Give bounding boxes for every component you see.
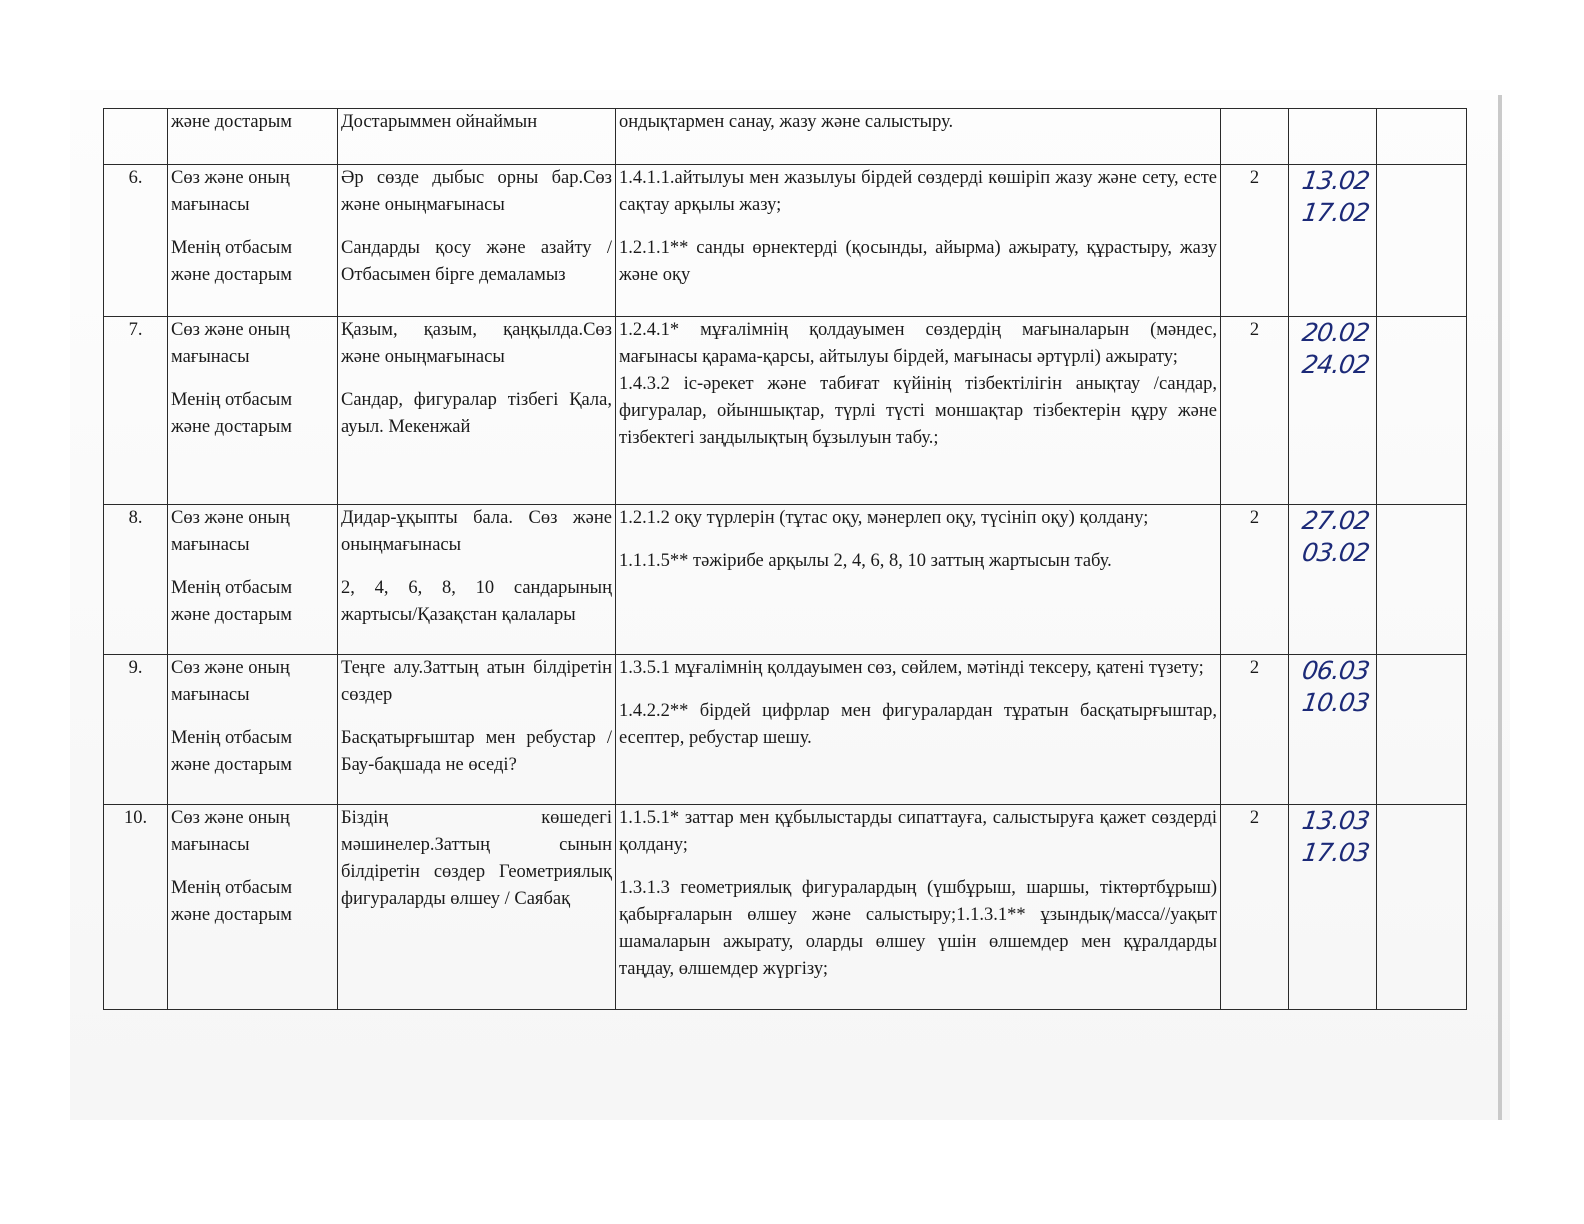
- learning-goal: 1.1.5.1* заттар мен құбылыстарды сипаттауға, салыстыруға қажет сөздерді қолдану;: [619, 808, 1217, 855]
- section-cell: [168, 805, 338, 1010]
- lesson-topic-secondary: Сандар, фигуралар тізбегі Қала, ауыл. Мекенжай: [341, 390, 612, 437]
- handwritten-date: 17.02: [1300, 198, 1371, 227]
- dates-cell: [1289, 655, 1377, 805]
- handwritten-date: 10.03: [1300, 688, 1371, 717]
- hours-count: 2: [1221, 505, 1289, 655]
- page-edge: [1498, 95, 1502, 1120]
- lesson-topic-secondary: 2, 4, 6, 8, 10 сандарының жартысы/Қазақстан қалалары: [341, 578, 612, 625]
- learning-goals-cell: [616, 317, 1221, 505]
- topic-cell: [338, 317, 616, 505]
- hours-count: 2: [1221, 165, 1289, 317]
- learning-goals-cell: [616, 655, 1221, 805]
- topic-cell: [338, 505, 616, 655]
- spacer: [341, 371, 612, 387]
- table-row: [104, 805, 1467, 1010]
- section-cell: [168, 165, 338, 317]
- learning-goal: 1.4.1.1.айтылуы мен жазылуы бірдей сөздерді көшіріп жазу және сету, есте сақтау арқылы жазу;: [619, 168, 1217, 215]
- dates-cell: [1289, 505, 1377, 655]
- section-cell: [168, 505, 338, 655]
- spacer: [341, 219, 612, 235]
- lesson-topic: Дидар-ұқыпты бала. Сөз және оныңмағынасы: [341, 508, 612, 555]
- table-row: [104, 505, 1467, 655]
- lesson-number: [104, 109, 168, 165]
- topic-cell: [338, 655, 616, 805]
- learning-goals-cell: [616, 805, 1221, 1010]
- learning-goals-cell: [616, 109, 1221, 165]
- section-cell: [168, 655, 338, 805]
- notes-cell: [1377, 165, 1467, 317]
- section-subtheme: Менің отбасым және достарым: [171, 728, 293, 775]
- section-subtheme: Менің отбасым және достарым: [171, 238, 293, 285]
- learning-goal: ондықтармен санау, жазу және салыстыру.: [619, 112, 954, 132]
- spacer: [171, 371, 334, 387]
- handwritten-date: 27.02: [1300, 506, 1371, 535]
- spacer: [171, 859, 334, 875]
- learning-goal-secondary: 1.1.1.5** тәжірибе арқылы 2, 4, 6, 8, 10 заттың жартысын табу.: [619, 551, 1112, 571]
- learning-goals-cell: [616, 505, 1221, 655]
- section-name: Сөз және оның мағынасы: [171, 320, 290, 367]
- hours-count: 2: [1221, 655, 1289, 805]
- spacer: [619, 219, 1217, 235]
- lesson-topic: Достарыммен ойнаймын: [341, 112, 538, 132]
- section-name: және достарым: [171, 112, 292, 132]
- section-subtheme: Менің отбасым және достарым: [171, 390, 293, 437]
- lesson-number: 8.: [104, 505, 168, 655]
- spacer: [341, 709, 612, 725]
- spacer: [171, 559, 334, 575]
- topic-cell: [338, 805, 616, 1010]
- section-name: Сөз және оның мағынасы: [171, 168, 290, 215]
- lesson-topic: Қазым, қазым, қаңқылда.Сөз және оныңмағынасы: [341, 320, 612, 367]
- lesson-topic: Теңге алу.Заттың атын білдіретін сөздер: [341, 658, 612, 705]
- handwritten-date: 20.02: [1300, 318, 1371, 347]
- topic-cell: [338, 109, 616, 165]
- lesson-topic-secondary: Басқатырғыштар мен ребустар /Бау-бақшада не өседі?: [341, 728, 612, 775]
- learning-goal-secondary: 1.2.1.1** санды өрнектерді (қосынды, айырма) ажырату, құрастыру, жазу және оқу: [619, 238, 1217, 285]
- handwritten-date: 03.02: [1300, 538, 1371, 567]
- hours-count: 2: [1221, 317, 1289, 505]
- learning-goal: 1.3.5.1 мұғалімнің қолдауымен сөз, сөйлем, мәтінді тексеру, қатені түзету;: [619, 658, 1204, 678]
- section-cell: [168, 317, 338, 505]
- lesson-plan-table: [103, 108, 1467, 1010]
- spacer: [619, 859, 1217, 875]
- learning-goals-cell: [616, 165, 1221, 317]
- section-name: Сөз және оның мағынасы: [171, 808, 290, 855]
- lesson-number: 7.: [104, 317, 168, 505]
- lesson-topic: Әр сөзде дыбыс орны бар.Сөз және оныңмағынасы: [341, 168, 612, 215]
- lesson-number: 9.: [104, 655, 168, 805]
- spacer: [341, 559, 612, 575]
- dates-cell: [1289, 109, 1377, 165]
- notes-cell: [1377, 655, 1467, 805]
- hours-count: [1221, 109, 1289, 165]
- section-name: Сөз және оның мағынасы: [171, 658, 290, 705]
- dates-cell: [1289, 805, 1377, 1010]
- notes-cell: [1377, 109, 1467, 165]
- topic-cell: [338, 165, 616, 317]
- spacer: [171, 219, 334, 235]
- notes-cell: [1377, 805, 1467, 1010]
- handwritten-date: 13.02: [1300, 166, 1371, 195]
- learning-goal-secondary: 1.3.1.3 геометриялық фигуралардың (үшбұрыш, шаршы, тіктөртбұрыш) қабырғаларын өлшеу және салыстыру;1.1.3.1** ұзындық/масса//уақыт шамаларын ажырату, оларды өлшеу үшін өлшемдер мен құралдарды таңдау, өлшемдер жүргізу;: [619, 878, 1217, 979]
- section-name: Сөз және оның мағынасы: [171, 508, 290, 555]
- dates-cell: [1289, 165, 1377, 317]
- notes-cell: [1377, 505, 1467, 655]
- handwritten-date: 24.02: [1300, 350, 1371, 379]
- learning-goal-secondary: 1.4.3.2 іс-әрекет және табиғат күйінің тізбектілігін анықтау /сандар, фигуралар, ойыншықтар, түрлі түсті моншақтар тізбектерін құру және тізбектегі заңдылықтың бұзылуын табу.;: [619, 374, 1217, 448]
- table-row: [104, 109, 1467, 165]
- table-row: [104, 317, 1467, 505]
- lesson-topic: Біздің көшедегі мәшинелер.Заттың сынын білдіретін сөздер Геометриялық фигураларды өлшеу / Саябақ: [341, 808, 612, 909]
- section-cell: [168, 109, 338, 165]
- handwritten-date: 06.03: [1300, 656, 1371, 685]
- learning-goal: 1.2.1.2 оқу түрлерін (тұтас оқу, мәнерлеп оқу, түсініп оқу) қолдану;: [619, 508, 1149, 528]
- table-row: [104, 165, 1467, 317]
- table-row: [104, 655, 1467, 805]
- handwritten-date: 17.03: [1300, 838, 1371, 867]
- lesson-topic-secondary: Сандарды қосу және азайту / Отбасымен бірге демаламыз: [341, 238, 612, 285]
- notes-cell: [1377, 317, 1467, 505]
- spacer: [619, 532, 1217, 548]
- lesson-number: 6.: [104, 165, 168, 317]
- document: [103, 108, 1467, 1010]
- section-subtheme: Менің отбасым және достарым: [171, 878, 293, 925]
- spacer: [171, 709, 334, 725]
- hours-count: 2: [1221, 805, 1289, 1010]
- lesson-number: 10.: [104, 805, 168, 1010]
- section-subtheme: Менің отбасым және достарым: [171, 578, 293, 625]
- learning-goal-secondary: 1.4.2.2** бірдей цифрлар мен фигуралардан тұратын басқатырғыштар, есептер, ребустар шешу.: [619, 701, 1217, 748]
- handwritten-date: 13.03: [1300, 806, 1371, 835]
- learning-goal: 1.2.4.1* мұғалімнің қолдауымен сөздердің мағыналарын (мәндес, мағынасы қарама-қарсы, айтылуы бірдей, мағынасы әртүрлі) ажырату;: [619, 320, 1217, 367]
- dates-cell: [1289, 317, 1377, 505]
- spacer: [619, 682, 1217, 698]
